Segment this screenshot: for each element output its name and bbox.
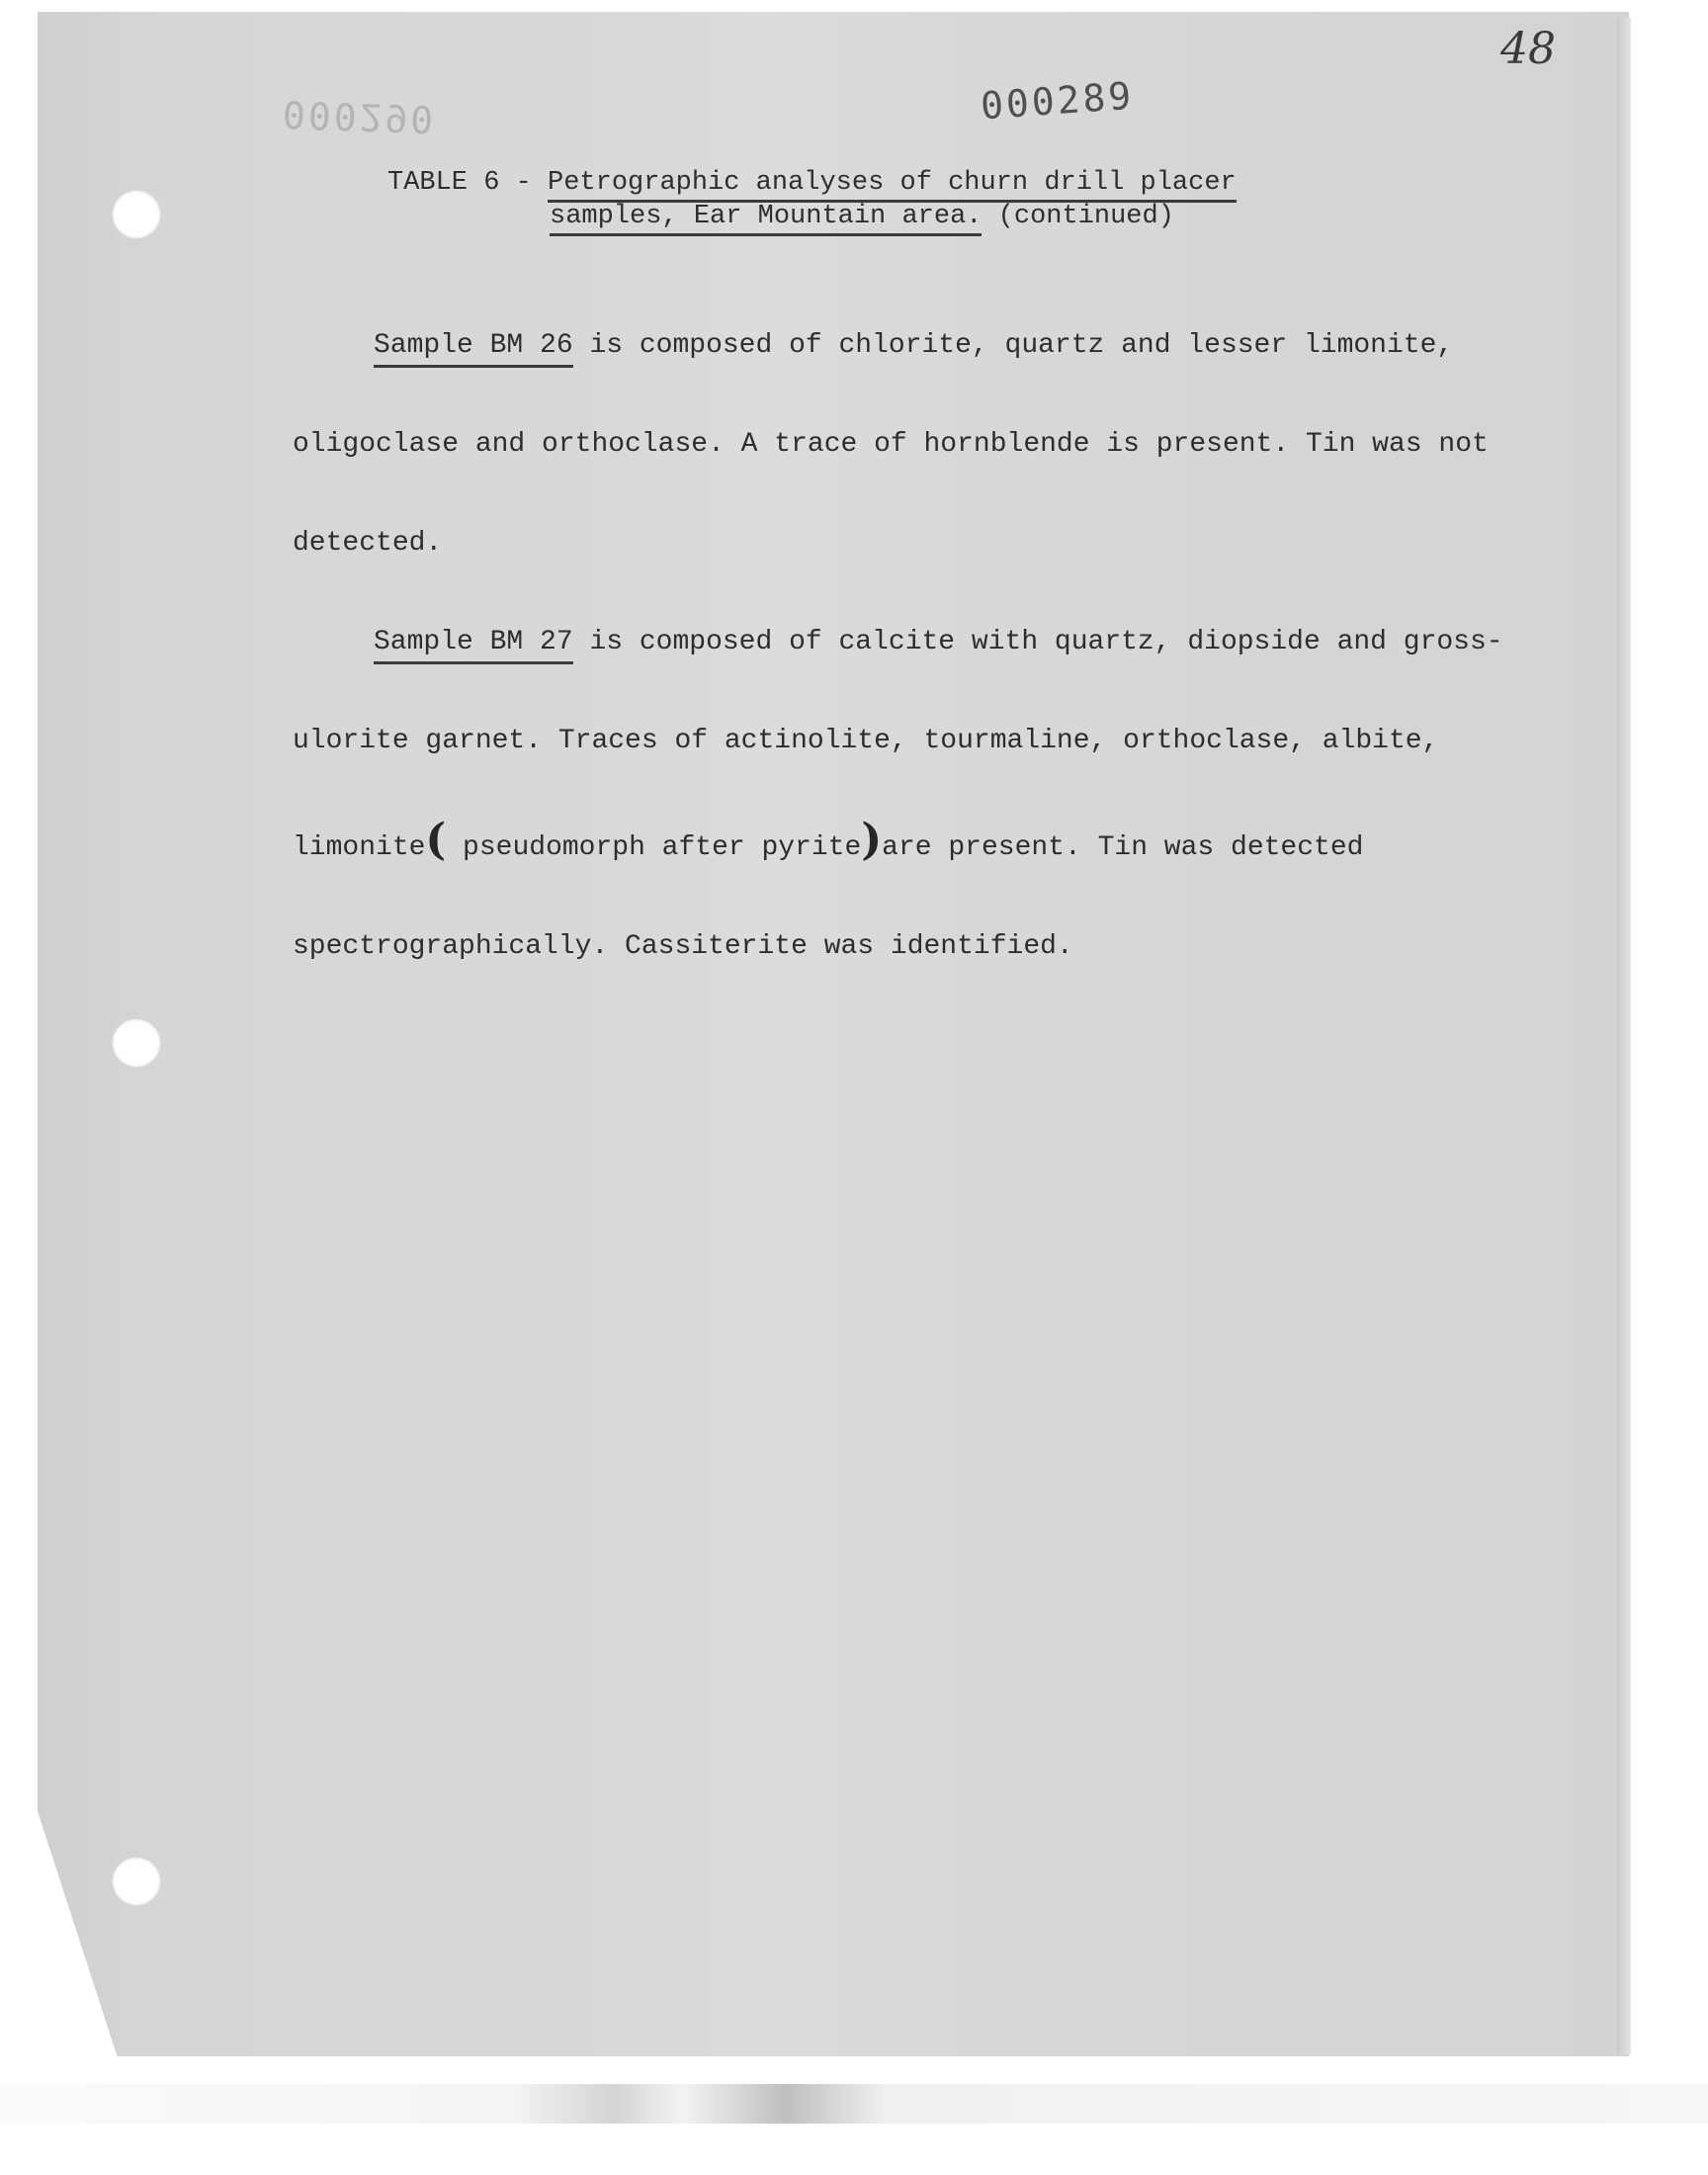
handwritten-page-number: 48 xyxy=(1500,24,1556,74)
sample-reference: Sample BM 26 xyxy=(374,330,573,368)
table-continued-note: (continued) xyxy=(982,202,1174,231)
paragraph-text: is composed of chlorite, quartz and lesser limonite, oligoclase and orthoclase. A trace of hornblende is present. Tin was not detected. xyxy=(293,330,1489,559)
table-title-line2: samples, Ear Mountain area. xyxy=(550,202,982,236)
handwritten-open-parenthesis: ( xyxy=(425,815,447,865)
table-label: TABLE 6 - xyxy=(387,168,549,198)
table-heading xyxy=(387,166,1237,233)
paragraph-sample-bm26 xyxy=(293,297,1518,593)
sample-reference: Sample BM 27 xyxy=(374,627,573,664)
page-edge-shadow xyxy=(1617,18,1631,2054)
paragraph-text-continued: are present. Tin was detected spectrographically. Cassiterite was identified. xyxy=(293,832,1364,962)
punch-hole-bottom xyxy=(112,1857,161,1906)
bleed-through-stamp: 000290 xyxy=(282,92,438,141)
punch-hole-top xyxy=(112,190,161,239)
paragraph-text: is composed of calcite with quartz, diopside and gross-ulorite garnet. Traces of actinolite, tourmaline, orthoclase, albite, limonite xyxy=(293,627,1503,863)
paragraph-sample-bm27 xyxy=(293,593,1518,997)
punch-hole-middle xyxy=(112,1018,161,1068)
scanner-artifact-strip xyxy=(0,2084,1708,2124)
table-title-line1: Petrographic analyses of churn drill placer xyxy=(548,168,1237,203)
parenthetical-text: pseudomorph after pyrite xyxy=(446,832,862,863)
handwritten-close-parenthesis: ) xyxy=(861,815,883,865)
document-body xyxy=(293,297,1518,997)
document-stamp-number: 000289 xyxy=(979,73,1136,129)
